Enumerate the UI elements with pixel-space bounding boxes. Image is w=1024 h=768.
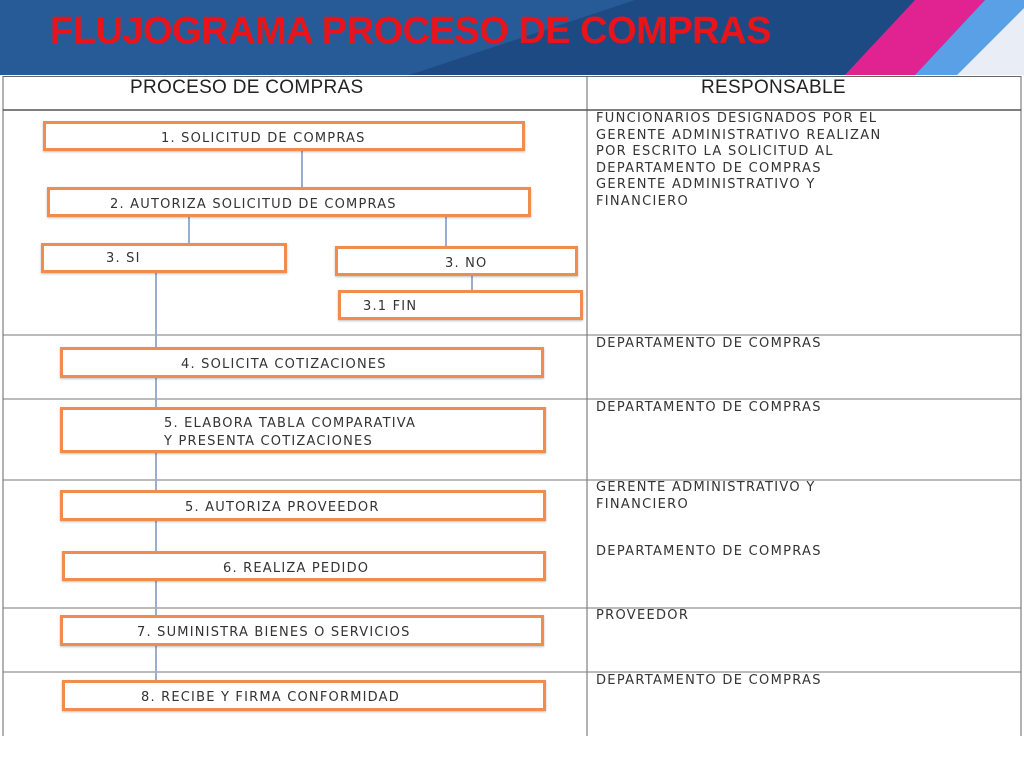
step-5-proveedor-box <box>60 490 546 521</box>
step-4-box <box>60 347 544 378</box>
responsable-autoriza-proveedor: GERENTE ADMINISTRATIVO Y FINANCIERO <box>596 480 816 512</box>
step-7-box <box>60 615 544 646</box>
step-6-box <box>62 551 546 581</box>
step-1-box <box>43 121 525 151</box>
step-3-si-box <box>41 243 287 273</box>
responsable-cotizaciones: DEPARTAMENTO DE COMPRAS <box>596 336 822 351</box>
step-1-label: 1. SOLICITUD DE COMPRAS <box>161 131 366 146</box>
step-5-proveedor-label: 5. AUTORIZA PROVEEDOR <box>185 500 380 515</box>
responsable-pedido: DEPARTAMENTO DE COMPRAS <box>596 544 822 559</box>
step-3-1-fin-box <box>338 290 583 320</box>
page-title: FLUJOGRAMA PROCESO DE COMPRAS <box>50 10 771 52</box>
step-3-si-label: 3. SI <box>106 251 141 266</box>
step-3-1-fin-label: 3.1 FIN <box>363 299 418 314</box>
step-4-label: 4. SOLICITA COTIZACIONES <box>181 357 387 372</box>
step-7-label: 7. SUMINISTRA BIENES O SERVICIOS <box>137 625 411 640</box>
responsable-tabla-comparativa: DEPARTAMENTO DE COMPRAS <box>596 400 822 415</box>
flowchart-table <box>0 76 1024 736</box>
column-header-proceso: PROCESO DE COMPRAS <box>130 77 364 98</box>
step-6-label: 6. REALIZA PEDIDO <box>223 561 370 576</box>
header-banner <box>0 0 1024 75</box>
step-2-box <box>47 187 531 217</box>
step-8-box <box>62 680 546 711</box>
column-header-responsable: RESPONSABLE <box>701 77 846 98</box>
step-5-tabla-line-2: Y PRESENTA COTIZACIONES <box>164 434 373 449</box>
step-2-label: 2. AUTORIZA SOLICITUD DE COMPRAS <box>110 197 397 212</box>
step-3-no-label: 3. NO <box>445 256 488 271</box>
responsable-conformidad: DEPARTAMENTO DE COMPRAS <box>596 673 822 688</box>
step-5-tabla-box <box>60 407 546 453</box>
responsable-suministro: PROVEEDOR <box>596 608 690 623</box>
step-3-no-box <box>335 246 578 276</box>
step-5-tabla-line-1: 5. ELABORA TABLA COMPARATIVA <box>164 416 417 431</box>
step-8-label: 8. RECIBE Y FIRMA CONFORMIDAD <box>141 690 400 705</box>
responsable-solicitud: FUNCIONARIOS DESIGNADOS POR EL GERENTE ADMINISTRATIVO REALIZAN POR ESCRITO LA SOLICITUD AL DEPARTAMENTO DE COMPRAS GERENTE ADMINISTRATIVO Y FINANCIERO <box>596 111 882 209</box>
